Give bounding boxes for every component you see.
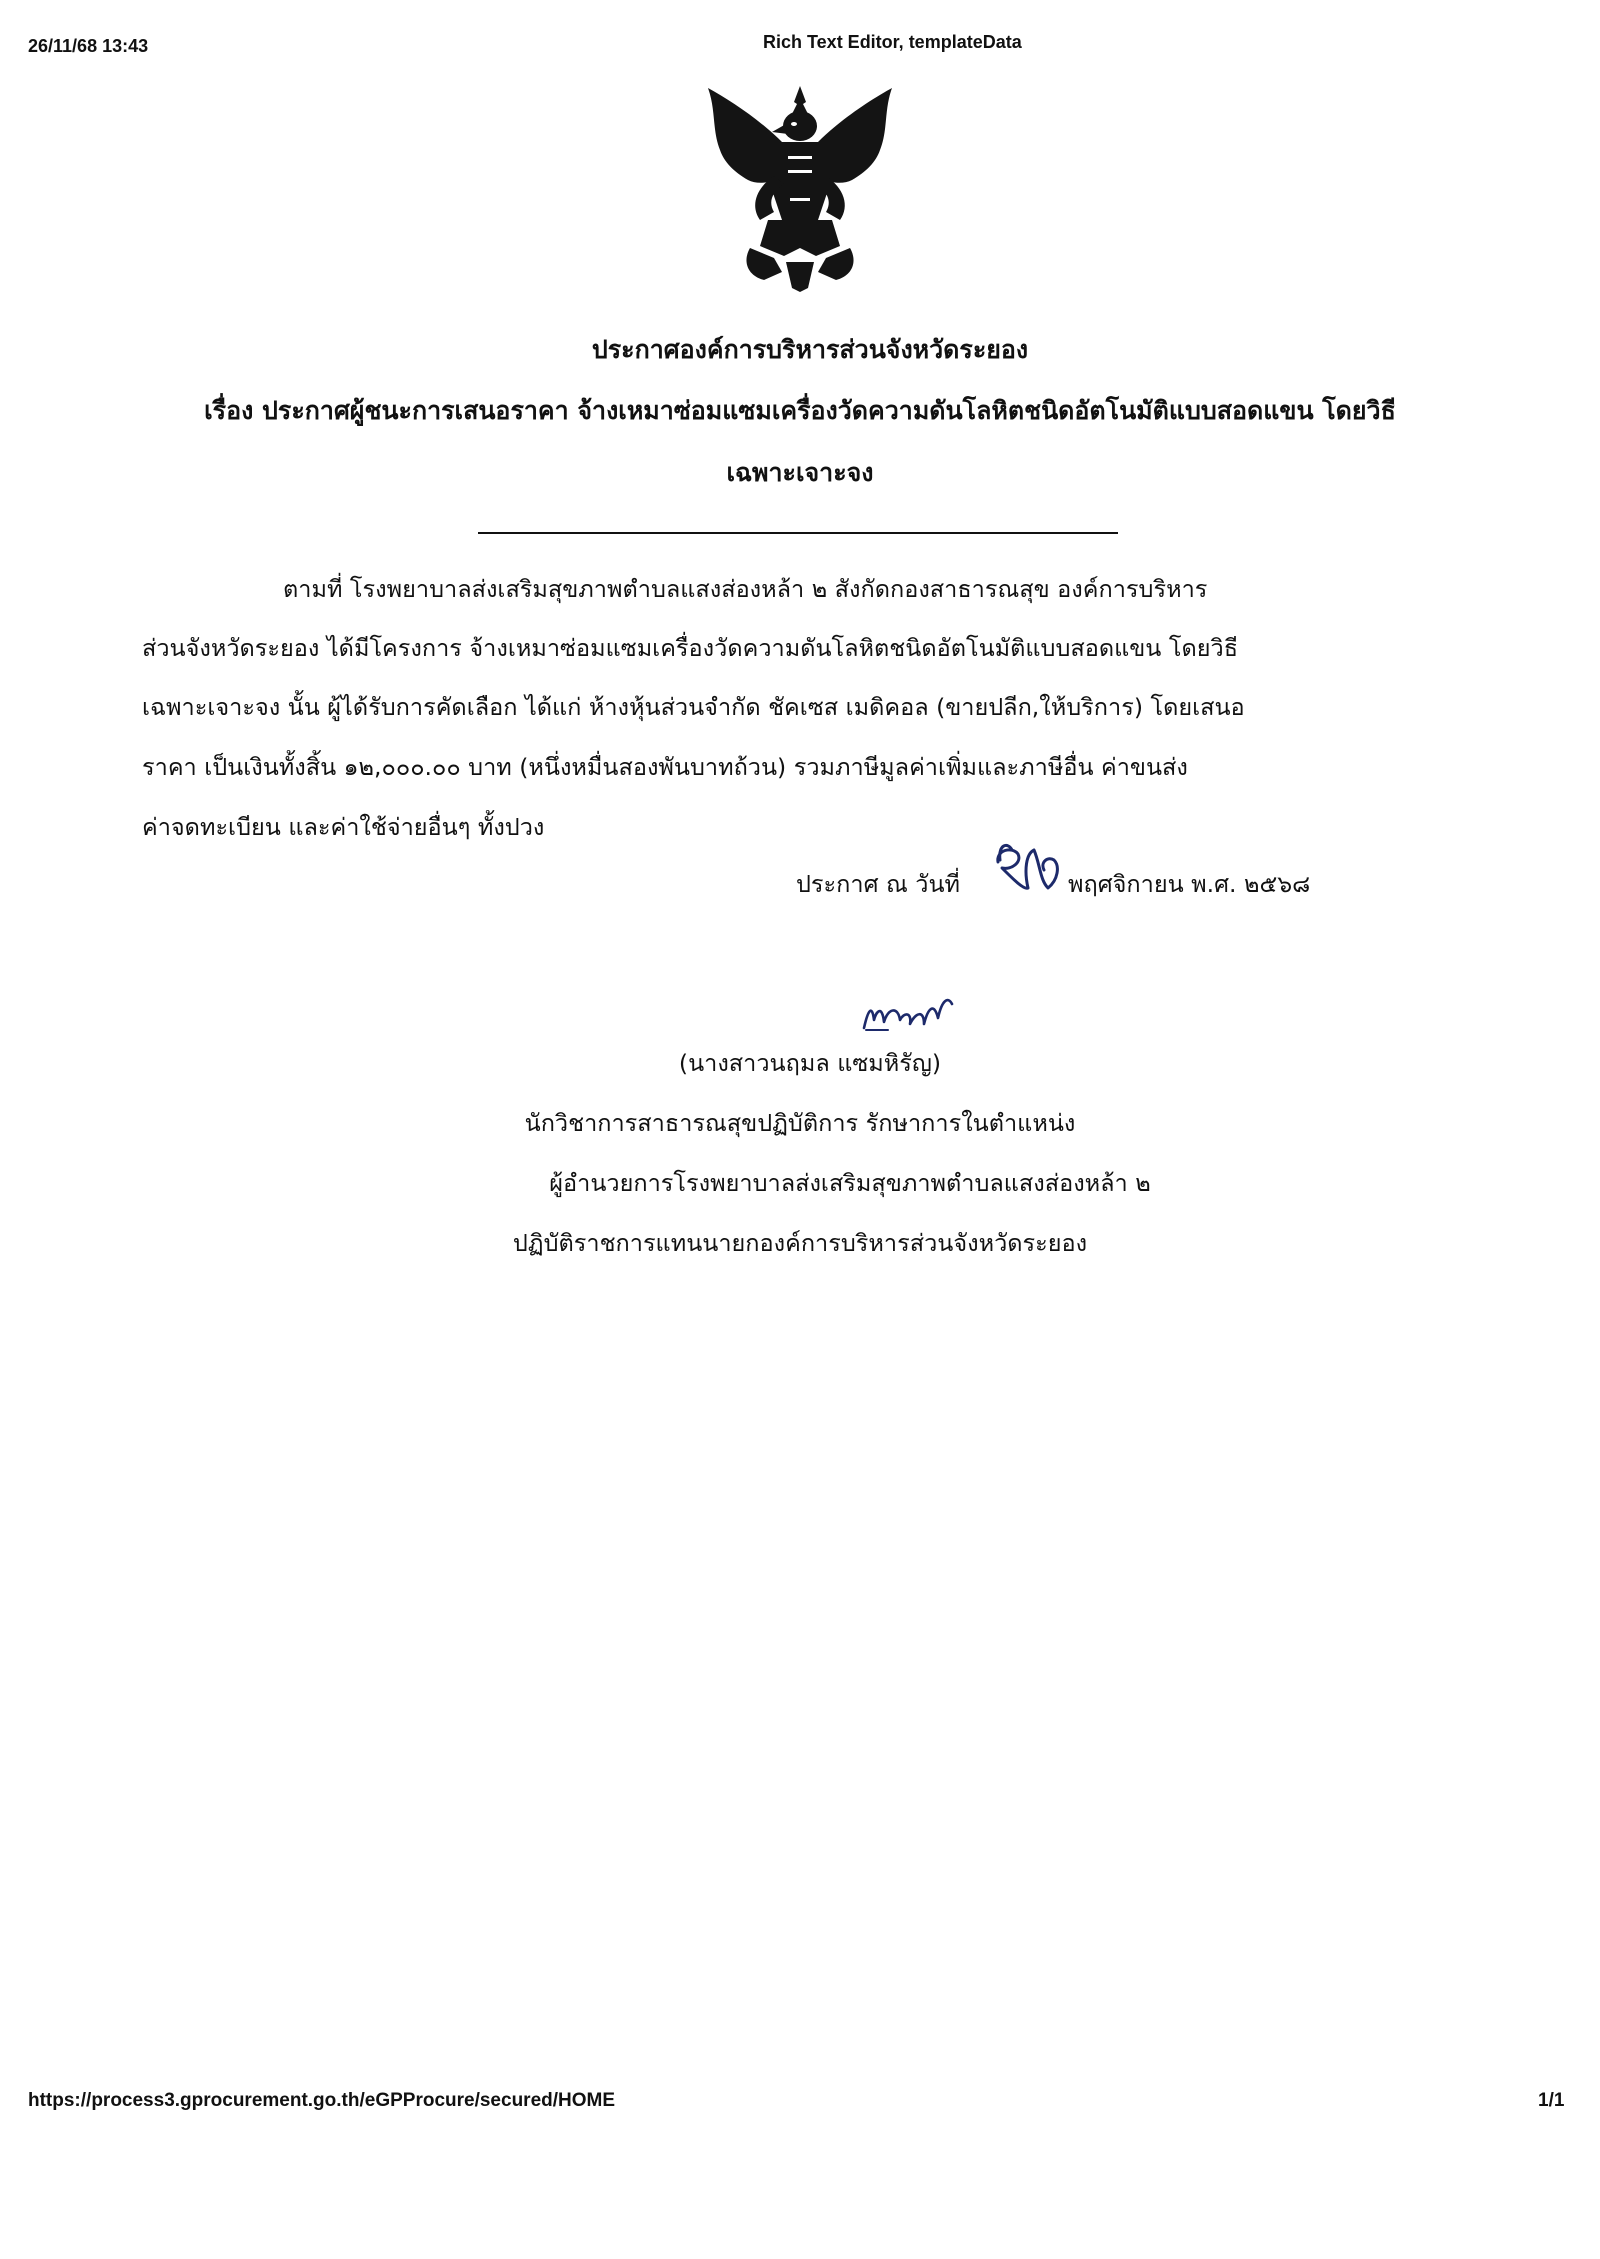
- announcement-organization-title: ประกาศองค์การบริหารส่วนจังหวัดระยอง: [591, 335, 1029, 364]
- print-footer-url: https://process3.gprocurement.go.th/eGPProcure/secured/HOME: [28, 2090, 616, 2111]
- garuda-emblem-icon: [690, 80, 910, 295]
- body-paragraph-line-3: เฉพาะเจาะจง นั้น ผู้ได้รับการคัดเลือก ได้แก่ ห้างหุ้นส่วนจำกัด ชัคเซส เมดิคอล (ขายปลีก,ให้บริการ) โดยเสนอ: [142, 693, 1245, 721]
- announcement-subject-line-2: เฉพาะเจาะจง: [726, 458, 874, 487]
- print-header-title: Rich Text Editor, templateData: [763, 32, 1022, 52]
- signatory-position-2: ผู้อำนวยการโรงพยาบาลส่งเสริมสุขภาพตำบลแสงส่องหล้า ๒: [549, 1169, 1151, 1197]
- body-paragraph-line-1: ตามที่ โรงพยาบาลส่งเสริมสุขภาพตำบลแสงส่องหล้า ๒ สังกัดกองสาธารณสุข องค์การบริหาร: [283, 575, 1208, 603]
- body-paragraph-line-4: ราคา เป็นเงินทั้งสิ้น ๑๒,๐๐๐.๐๐ บาท (หนึ่งหมื่นสองพันบาทถ้วน) รวมภาษีมูลค่าเพิ่มและภาษีอื่น ค่าขนส่ง: [142, 753, 1188, 781]
- signatory-name: (นางสาวนฤมล แซมหิรัญ): [678, 1049, 942, 1077]
- announcement-subject-line-1: เรื่อง ประกาศผู้ชนะการเสนอราคา จ้างเหมาซ่อมแซมเครื่องวัดความดันโลหิตชนิดอัตโนมัติแบบสอดแขน โดยวิธี: [204, 396, 1396, 425]
- body-paragraph-line-2: ส่วนจังหวัดระยอง ได้มีโครงการ จ้างเหมาซ่อมแซมเครื่องวัดความดันโลหิตชนิดอัตโนมัติแบบสอดแขน โดยวิธี: [142, 634, 1239, 662]
- announcement-month-year: พฤศจิกายน พ.ศ. ๒๕๖๘: [1068, 870, 1311, 898]
- announcement-date-prefix: ประกาศ ณ วันที่: [796, 870, 960, 898]
- handwritten-day-number: [988, 840, 1070, 896]
- body-paragraph-line-5: ค่าจดทะเบียน และค่าใช้จ่ายอื่นๆ ทั้งปวง: [142, 813, 545, 841]
- title-divider: [478, 532, 1118, 534]
- handwritten-signature: [858, 990, 958, 1038]
- signatory-position-3: ปฏิบัติราชการแทนนายกองค์การบริหารส่วนจังหวัดระยอง: [512, 1229, 1088, 1257]
- print-footer-page-number: 1/1: [1538, 2090, 1565, 2111]
- print-header-datetime: 26/11/68 13:43: [28, 36, 149, 56]
- signatory-position-1: นักวิชาการสาธารณสุขปฏิบัติการ รักษาการในตำแหน่ง: [524, 1109, 1076, 1137]
